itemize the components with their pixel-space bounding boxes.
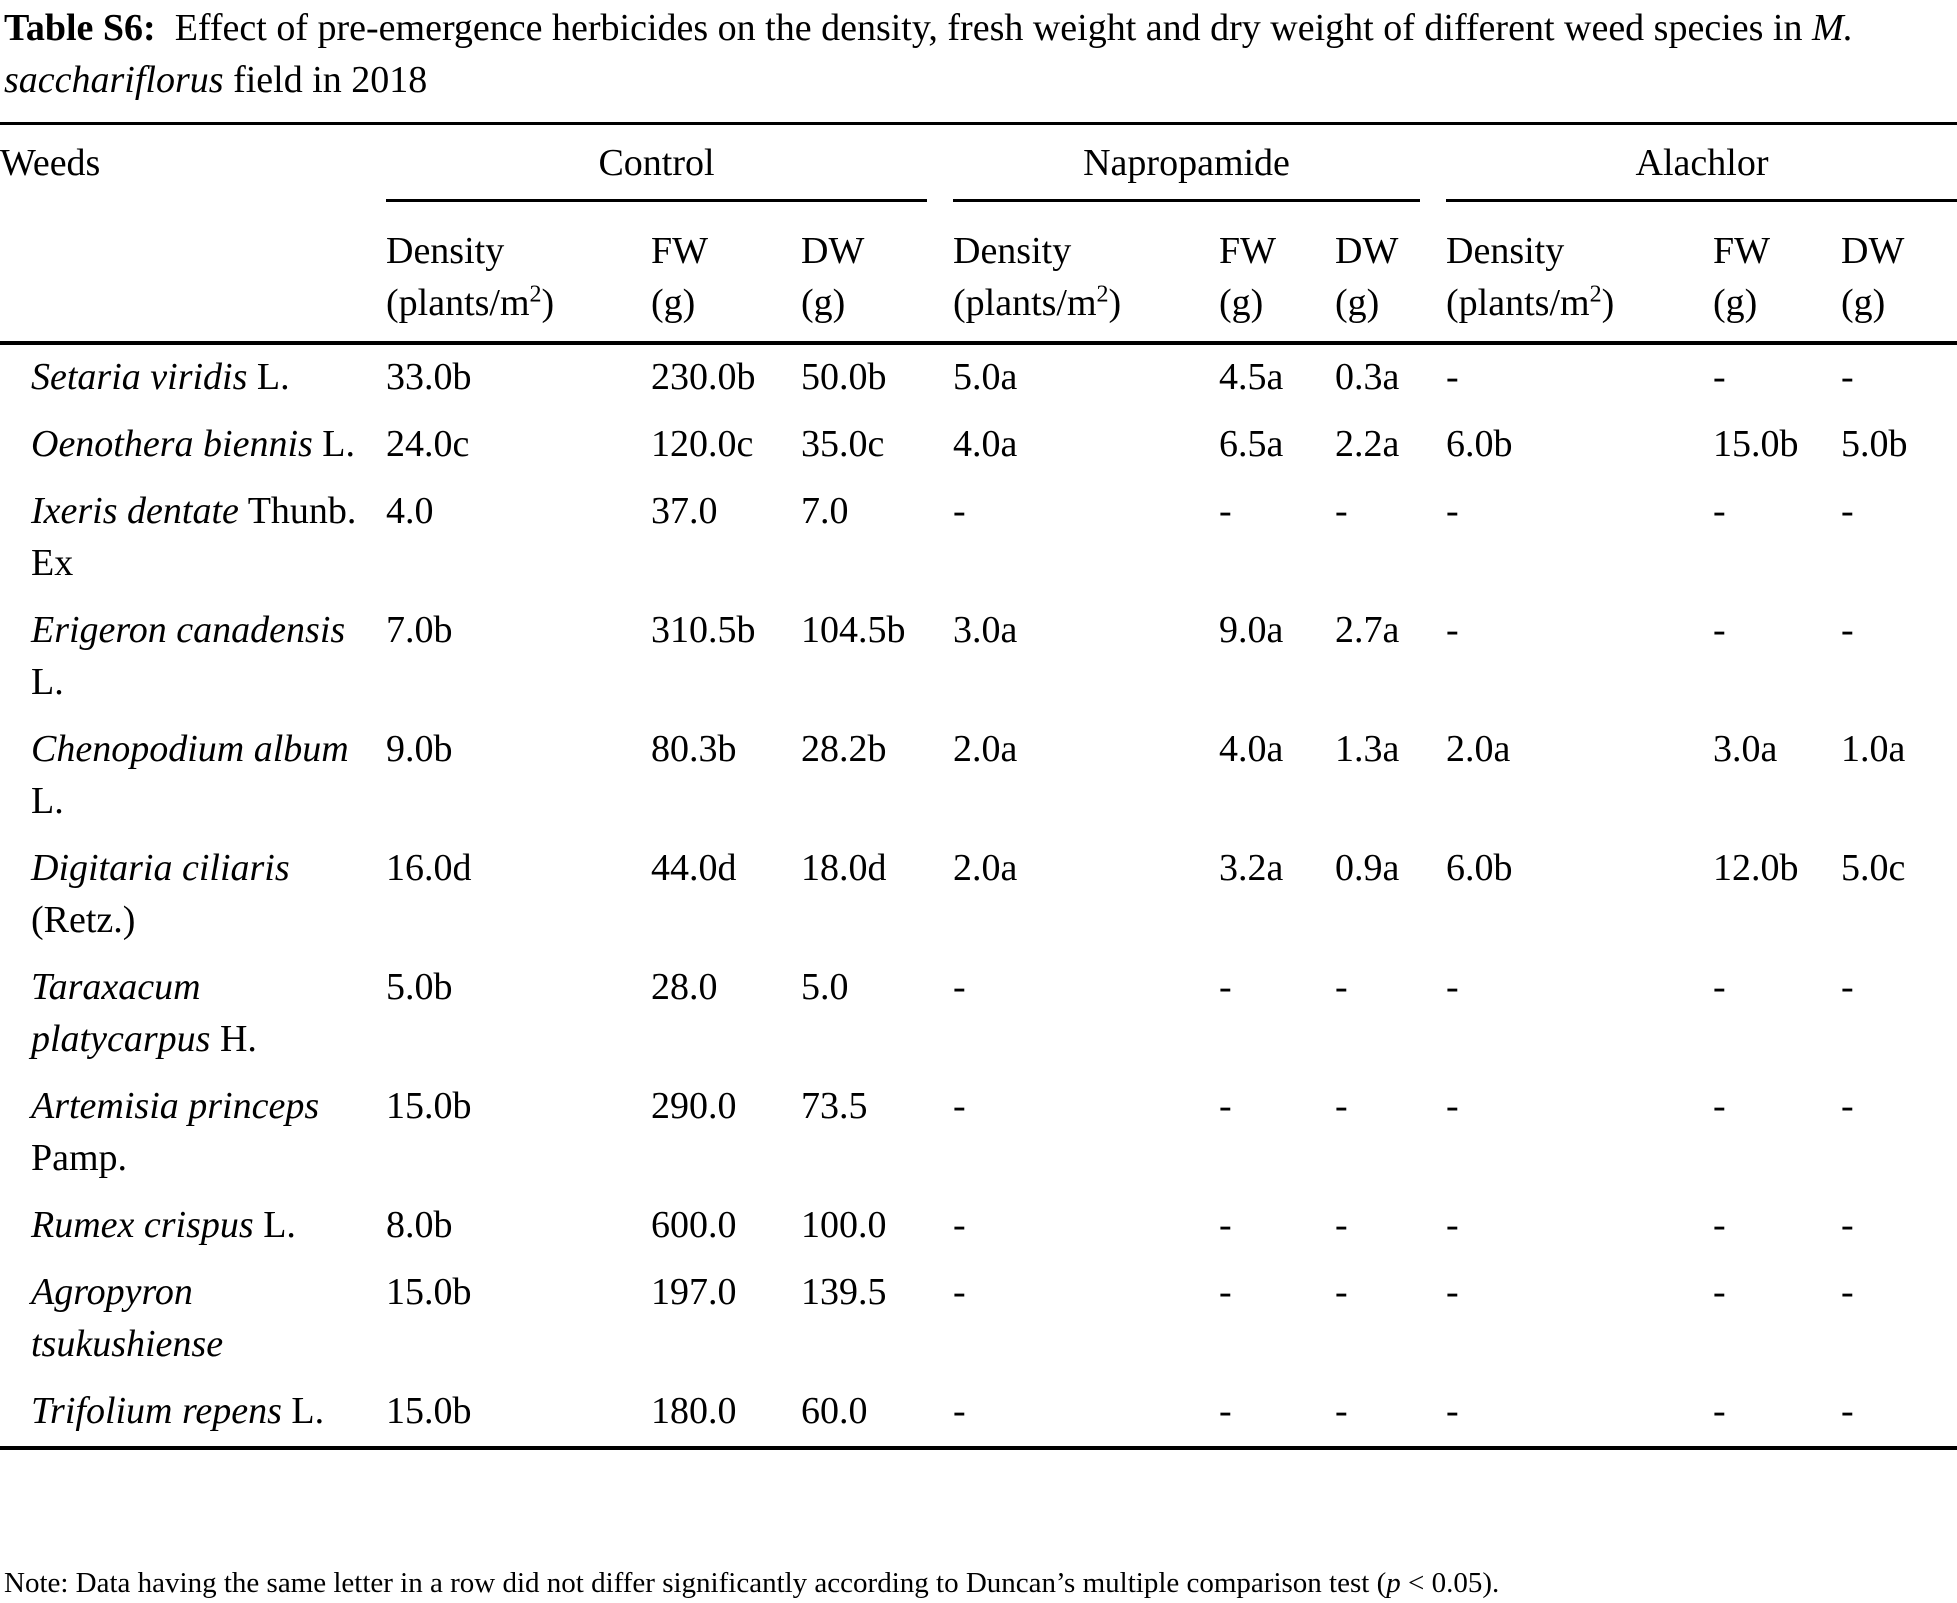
weed-name (0, 955, 386, 1074)
value-cell: - (1446, 1379, 1713, 1448)
value-cell: 1.0a (1841, 728, 1906, 770)
value-cell: - (1713, 1085, 1726, 1127)
table-row (0, 1074, 1957, 1193)
value-cell: 2.0a (1446, 728, 1511, 770)
table-row (0, 343, 1957, 412)
table-row (0, 717, 1957, 836)
value-cell: 15.0b (386, 1271, 472, 1313)
header-dw (1841, 211, 1957, 343)
value-cell: - (1335, 1085, 1348, 1127)
table-note (4, 1566, 1499, 1600)
table-row (0, 1379, 1957, 1448)
density-label: Density (1446, 230, 1565, 272)
weed-species: Rumex crispus (31, 1204, 254, 1246)
density-unit-close: ) (541, 282, 555, 324)
weed-authority: Pamp. (31, 1137, 128, 1179)
value-cell: 180.0 (651, 1379, 801, 1448)
value-cell: 33.0b (386, 356, 472, 398)
weed-name (0, 479, 386, 598)
value-cell: 80.3b (651, 728, 737, 770)
value-cell: - (1841, 966, 1854, 1008)
value-cell: - (953, 490, 966, 532)
value-cell: 290.0 (651, 1085, 737, 1127)
value-cell: - (1713, 1379, 1841, 1448)
value-cell: 600.0 (651, 1204, 737, 1246)
value-cell: 9.0b (386, 728, 453, 770)
value-cell: 60.0 (801, 1379, 953, 1448)
value-cell: - (1841, 1379, 1957, 1448)
value-cell: 104.5b (801, 609, 906, 651)
value-cell: 2.0a (953, 728, 1018, 770)
value-cell: - (1713, 490, 1726, 532)
density-unit: (plants/m (386, 282, 530, 324)
value-cell: - (953, 966, 966, 1008)
header-fw (1219, 211, 1335, 343)
weed-table (0, 122, 1957, 1450)
value-cell: - (1219, 966, 1232, 1008)
dw-unit: (g) (801, 282, 846, 324)
value-cell: - (1446, 490, 1459, 532)
density-unit-sup: 2 (529, 281, 542, 308)
value-cell: - (953, 1271, 966, 1313)
value-cell: 15.0b (386, 1379, 651, 1448)
value-cell: - (1446, 1204, 1459, 1246)
value-cell: 4.0 (386, 490, 434, 532)
value-cell: 4.5a (1219, 356, 1284, 398)
weed-species: Chenopodium album (31, 728, 349, 770)
value-cell: 50.0b (801, 356, 887, 398)
density-unit: (plants/m (953, 282, 1097, 324)
dw-unit: (g) (1335, 282, 1380, 324)
weed-name (0, 836, 386, 955)
weed-species: Artemisia princeps (31, 1085, 320, 1127)
value-cell: 5.0b (1841, 423, 1908, 465)
value-cell: - (1841, 490, 1854, 532)
group-alachlor: Alachlor (1446, 137, 1957, 202)
weed-authority: L. (31, 780, 64, 822)
weed-species: Taraxacum platycarpus (31, 966, 211, 1060)
value-cell: - (1219, 1085, 1232, 1127)
table-row (0, 412, 1957, 479)
density-label: Density (386, 230, 505, 272)
value-cell: - (1713, 356, 1726, 398)
value-cell: 3.0a (953, 609, 1018, 651)
value-cell: 3.2a (1219, 847, 1284, 889)
weed-authority: (Retz.) (31, 899, 136, 941)
density-unit-close: ) (1108, 282, 1122, 324)
header-density (953, 211, 1219, 343)
weed-name (0, 1193, 386, 1260)
value-cell: - (1841, 1271, 1854, 1313)
weed-name (0, 598, 386, 717)
value-cell: 230.0b (651, 356, 756, 398)
value-cell: - (1219, 490, 1232, 532)
value-cell: 120.0c (651, 423, 754, 465)
value-cell: 3.0a (1713, 728, 1778, 770)
table-caption (4, 2, 1954, 106)
table-label: Table S6: (4, 7, 156, 49)
value-cell: - (1841, 1204, 1854, 1246)
fw-label: FW (651, 230, 708, 272)
value-cell: 5.0a (953, 356, 1018, 398)
weed-name (0, 717, 386, 836)
value-cell: - (1713, 966, 1726, 1008)
value-cell: - (953, 1204, 966, 1246)
value-cell: 4.0a (953, 423, 1018, 465)
header-weeds: Weeds (0, 124, 386, 212)
dw-label: DW (801, 230, 865, 272)
value-cell: 0.9a (1335, 847, 1400, 889)
weed-species: Erigeron canadensis (31, 609, 346, 651)
value-cell: - (1446, 966, 1459, 1008)
value-cell: - (1335, 490, 1348, 532)
dw-unit: (g) (1841, 282, 1886, 324)
weed-species: Ixeris dentate (31, 490, 239, 532)
density-unit-sup: 2 (1589, 281, 1602, 308)
value-cell: 28.2b (801, 728, 887, 770)
value-cell: 15.0b (1713, 423, 1799, 465)
value-cell: 310.5b (651, 609, 756, 651)
value-cell: - (1219, 1204, 1232, 1246)
fw-label: FW (1713, 230, 1771, 272)
note-text: Note: Data having the same letter in a row did not differ significantly according to Duncan’s multiple comparison test ( (4, 1567, 1387, 1599)
header-density (1446, 211, 1713, 343)
caption-species: M. sacchariflorus (4, 7, 1854, 101)
value-cell: - (1219, 1271, 1232, 1313)
value-cell: 28.0 (651, 966, 718, 1008)
density-unit: (plants/m (1446, 282, 1590, 324)
weed-authority: L. (253, 1204, 296, 1246)
value-cell: - (1841, 356, 1854, 398)
density-label: Density (953, 230, 1072, 272)
value-cell: - (1335, 1204, 1348, 1246)
note-text-end: < 0.05). (1400, 1567, 1500, 1599)
value-cell: - (1713, 1204, 1726, 1246)
value-cell: - (953, 1379, 1219, 1448)
value-cell: - (1446, 1085, 1459, 1127)
fw-unit: (g) (1713, 282, 1758, 324)
value-cell: 197.0 (651, 1271, 737, 1313)
table-row (0, 1193, 1957, 1260)
weed-authority: L. (281, 1390, 325, 1432)
header-fw (1713, 211, 1841, 343)
weed-species: Oenothera biennis (31, 423, 313, 465)
value-cell: 37.0 (651, 490, 718, 532)
weed-name (0, 412, 386, 479)
density-unit-sup: 2 (1096, 281, 1109, 308)
table-row (0, 479, 1957, 598)
value-cell: 24.0c (386, 423, 470, 465)
value-cell: - (1446, 356, 1459, 398)
value-cell: 7.0 (801, 490, 849, 532)
value-cell: 0.3a (1335, 356, 1400, 398)
value-cell: - (1335, 1271, 1348, 1313)
table-row (0, 1260, 1957, 1379)
fw-unit: (g) (1219, 282, 1264, 324)
dw-label: DW (1335, 230, 1399, 272)
weed-authority: L. (312, 423, 356, 465)
value-cell: 2.2a (1335, 423, 1400, 465)
value-cell: - (1841, 609, 1854, 651)
weed-name (0, 1074, 386, 1193)
value-cell: - (1335, 1379, 1446, 1448)
value-cell: 9.0a (1219, 609, 1284, 651)
header-density (386, 211, 651, 343)
caption-text: Effect of pre-emergence herbicides on the density, fresh weight and dry weight of different weed species in (174, 7, 1812, 49)
table-row (0, 955, 1957, 1074)
header-fw (651, 211, 801, 343)
note-p: p (1386, 1567, 1401, 1599)
value-cell: - (1446, 1271, 1459, 1313)
value-cell: 44.0d (651, 847, 737, 889)
value-cell: 5.0c (1841, 847, 1906, 889)
weed-name (0, 1260, 386, 1379)
value-cell: 5.0b (386, 966, 453, 1008)
header-empty (0, 211, 386, 343)
value-cell: - (1841, 1085, 1854, 1127)
value-cell: 2.0a (953, 847, 1018, 889)
value-cell: 12.0b (1713, 847, 1799, 889)
table-row (0, 836, 1957, 955)
group-control: Control (386, 137, 927, 202)
value-cell: 6.0b (1446, 423, 1513, 465)
weed-name (0, 1379, 386, 1448)
caption-text-end: field in 2018 (223, 59, 428, 101)
group-napropamide: Napropamide (953, 137, 1420, 202)
value-cell: - (953, 1085, 966, 1127)
weed-species: Trifolium repens (31, 1390, 282, 1432)
header-dw (1335, 211, 1446, 343)
weed-species: Agropyron tsukushiense (31, 1271, 224, 1365)
weed-authority: L. (247, 356, 290, 398)
value-cell: - (1335, 966, 1348, 1008)
weed-authority: L. (31, 661, 64, 703)
dw-label: DW (1841, 230, 1905, 272)
weed-name (0, 343, 386, 412)
value-cell: 5.0 (801, 966, 849, 1008)
value-cell: - (1219, 1379, 1335, 1448)
value-cell: 73.5 (801, 1085, 868, 1127)
value-cell: 8.0b (386, 1204, 453, 1246)
value-cell: 18.0d (801, 847, 887, 889)
value-cell: 1.3a (1335, 728, 1400, 770)
weed-authority: H. (210, 1018, 257, 1060)
fw-unit: (g) (651, 282, 696, 324)
fw-label: FW (1219, 230, 1276, 272)
value-cell: 6.0b (1446, 847, 1513, 889)
table-row (0, 598, 1957, 717)
value-cell: 100.0 (801, 1204, 887, 1246)
header-dw (801, 211, 953, 343)
value-cell: 4.0a (1219, 728, 1284, 770)
value-cell: 6.5a (1219, 423, 1284, 465)
value-cell: 15.0b (386, 1085, 472, 1127)
value-cell: 139.5 (801, 1271, 887, 1313)
value-cell: 35.0c (801, 423, 885, 465)
value-cell: - (1713, 1271, 1726, 1313)
value-cell: 16.0d (386, 847, 472, 889)
weed-species: Setaria viridis (31, 356, 248, 398)
value-cell: - (1713, 609, 1726, 651)
density-unit-close: ) (1601, 282, 1615, 324)
value-cell: 2.7a (1335, 609, 1400, 651)
value-cell: - (1446, 609, 1459, 651)
value-cell: 7.0b (386, 609, 453, 651)
weed-authority: Thunb. Ex (31, 490, 357, 584)
weed-species: Digitaria ciliaris (31, 847, 290, 889)
